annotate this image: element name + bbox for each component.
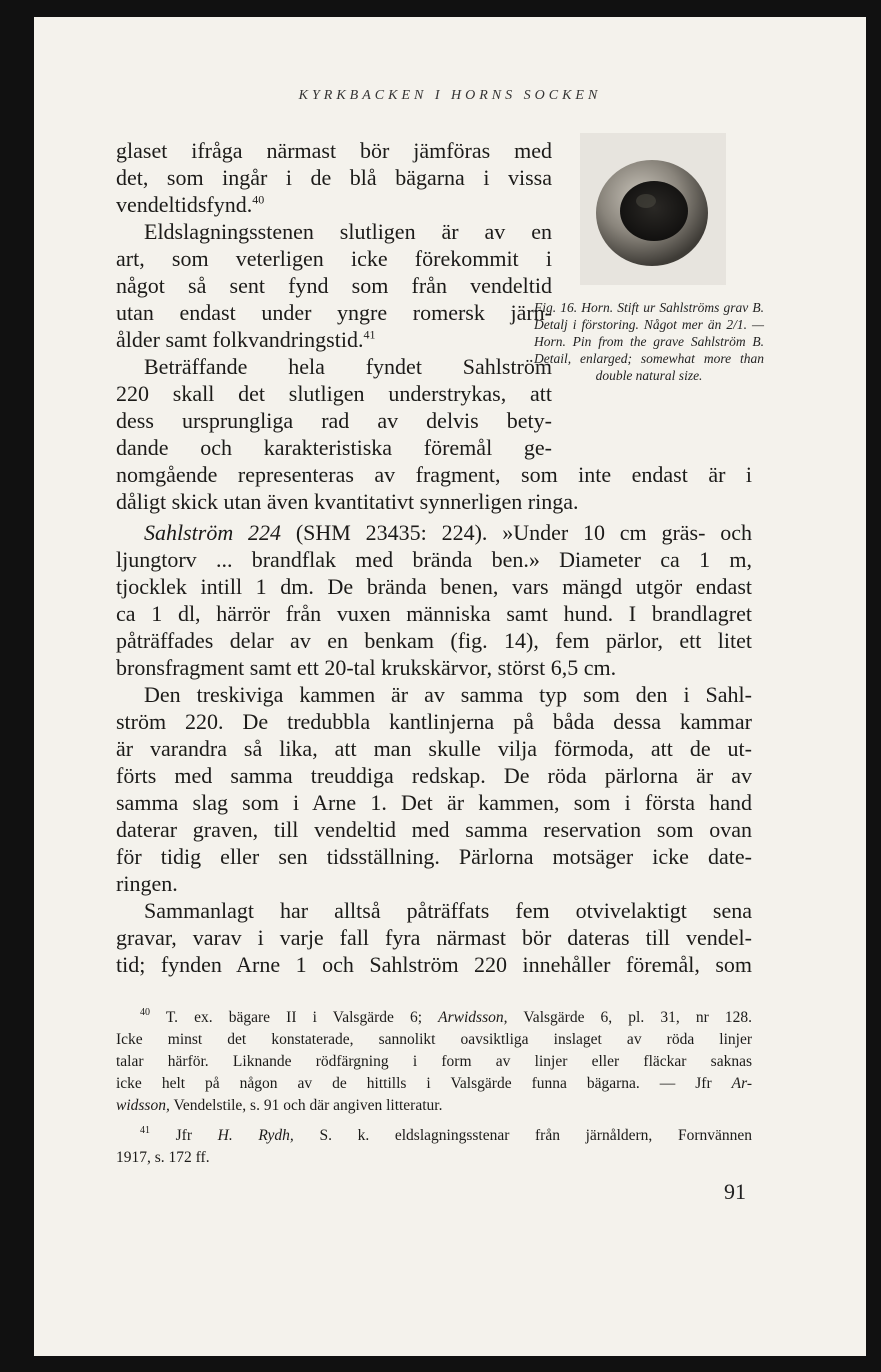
- body-line: ljungtorv ... brandflak med brända ben.» Diameter ca 1 m,: [116, 547, 752, 572]
- footnote-40: $^{40}$ T. ex. bägare II i Valsgärde 6; Arwidsson, Valsgärde 6, pl. 31, nr 128.: [140, 1006, 752, 1026]
- body-line: för tidig eller sen tidsställning. Pärlorna motsäger icke date-: [116, 844, 752, 869]
- caption-swedish: Fig. 16. Horn. Stift ur Sahlströms grav B. Detalj i förstoring. Något mer än 2/1. —: [534, 300, 764, 332]
- pin-head-image: [580, 133, 726, 285]
- body-line: vendeltidsfynd.$^{40}$: [116, 192, 265, 217]
- body-line: det, som ingår i de blå bägarna i vissa: [116, 165, 552, 190]
- body-line: ålder samt folkvandringstid.$^{41}$: [116, 327, 376, 352]
- body-line: Sahlström 224 (SHM 23435: 224). »Under 10 cm gräs- och: [144, 520, 752, 545]
- body-line: dande och karakteristiska föremål ge-: [116, 435, 552, 460]
- body-line: glaset ifråga närmast bör jämföras med: [116, 138, 552, 163]
- body-line: ca 1 dl, härrör från vuxen människa samt hund. I brandlagret: [116, 601, 752, 626]
- running-header: KYRKBACKEN I HORNS SOCKEN: [298, 88, 602, 103]
- body-line: dess ursprungliga rad av delvis bety-: [116, 408, 552, 433]
- body-line: förts med samma treuddiga redskap. De röda pärlorna är av: [116, 763, 752, 788]
- body-line: Eldslagningsstenen slutligen är av en: [144, 219, 552, 244]
- body-line: bronsfragment samt ett 20-tal krukskärvor, störst 6,5 cm.: [116, 655, 617, 680]
- footnote-line: talar härför. Liknande rödfärgning i form av linjer eller fläckar saknas: [116, 1053, 752, 1070]
- body-line: är varandra så lika, att man skulle vilja förmoda, att de ut-: [116, 736, 752, 761]
- body-line: ström 220. De tredubbla kantlinjerna på båda dessa kammar: [116, 709, 752, 734]
- footnote-line: widsson, Vendelstile, s. 91 och där angiven litteratur.: [116, 1097, 443, 1114]
- body-line: tid; fynden Arne 1 och Sahlström 220 innehåller föremål, som: [116, 952, 752, 977]
- body-line: Beträffande hela fyndet Sahlström: [144, 354, 552, 379]
- body-line: utan endast under yngre romersk järn-: [116, 300, 552, 325]
- figure-16-photo: [580, 133, 726, 285]
- body-line: Den treskiviga kammen är av samma typ som den i Sahl-: [144, 682, 752, 707]
- page-number: 91: [724, 1179, 746, 1204]
- body-line: samma slag som i Arne 1. Det är kammen, som i första hand: [116, 790, 752, 815]
- footnote-line: 1917, s. 172 ff.: [116, 1149, 210, 1166]
- body-line: nomgående representeras av fragment, som inte endast är i: [116, 462, 752, 487]
- footnote-ref: 41: [363, 327, 376, 342]
- body-line: Sammanlagt har alltså påträffats fem otvivelaktigt sena: [144, 898, 752, 923]
- body-line: daterar graven, till vendeltid med samma reservation som ovan: [116, 817, 752, 842]
- book-page: [34, 17, 866, 1356]
- body-line: dåligt skick utan även kvantitativt synnerligen ringa.: [116, 489, 579, 514]
- footnote-line: Icke minst det konstaterade, sannolikt oavsiktliga inslaget av röda linjer: [116, 1031, 752, 1048]
- body-line: något så sent fynd som från vendeltid: [116, 273, 552, 298]
- body-line: påträffades delar av en benkam (fig. 14), fem pärlor, ett litet: [116, 628, 752, 653]
- footnote-41: $^{41}$ Jfr H. Rydh, S. k. eldslagningsstenar från järnåldern, Fornvännen: [140, 1124, 752, 1144]
- figure-caption: [534, 299, 764, 384]
- body-line: tjocklek intill 1 dm. De brända benen, vars mängd utgör endast: [116, 574, 752, 599]
- footnote-line: icke helt på någon av de hittills i Valsgärde funna bägarna. — Jfr Ar-: [116, 1075, 752, 1092]
- body-line: ringen.: [116, 871, 178, 896]
- body-line: 220 skall det slutligen understrykas, att: [116, 381, 552, 406]
- body-line: gravar, varav i varje fall fyra närmast bör dateras till vendel-: [116, 925, 752, 950]
- footnote-ref: 40: [252, 192, 265, 207]
- caption-english: Horn. Pin from the grave Sahlström B. Detail, enlarged; somewhat more than double natural size.: [534, 334, 764, 383]
- body-line: art, som veterligen icke förekommit i: [116, 246, 552, 271]
